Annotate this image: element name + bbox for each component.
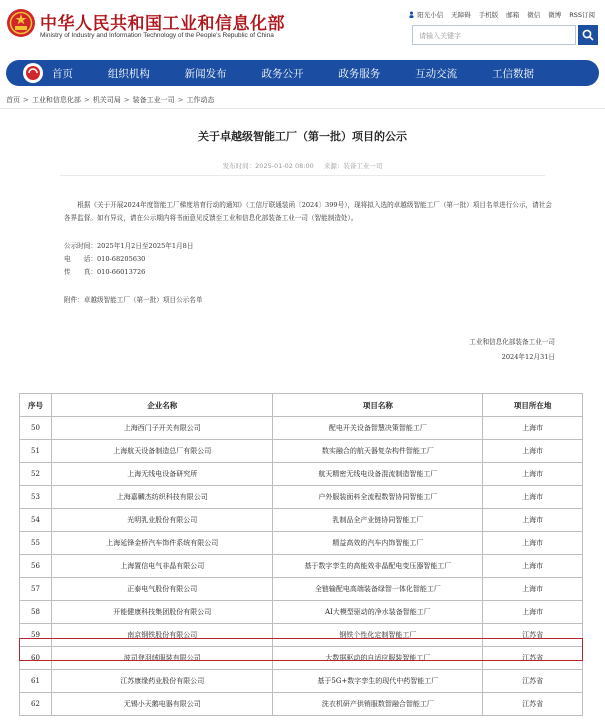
location-cell: 江苏省 <box>483 670 583 693</box>
attachment-link[interactable]: 附件：卓越级智能工厂（第一批）项目公示名单 <box>64 296 203 304</box>
search-button[interactable] <box>578 25 598 45</box>
company-name-cell: 上海航天设备制造总厂有限公司 <box>51 440 273 463</box>
signer: 工业和信息化部装备工业一司 <box>469 338 555 346</box>
row-number-cell: 52 <box>20 463 52 486</box>
company-name-cell: 上海西门子开关有限公司 <box>51 417 273 440</box>
company-name-cell: 光明乳业股份有限公司 <box>51 509 273 532</box>
breadcrumb-item[interactable]: 工作动态 <box>186 96 215 104</box>
top-links <box>404 10 599 19</box>
location-cell: 上海市 <box>483 440 583 463</box>
nav-organization[interactable]: 组织机构 <box>107 67 150 80</box>
project-name-cell: 配电开关设备智慧决策智能工厂 <box>273 417 483 440</box>
breadcrumb-separator: > <box>83 96 90 104</box>
breadcrumb-item[interactable]: 机关司局 <box>92 96 121 104</box>
row-number-cell: 56 <box>20 555 52 578</box>
table-row <box>20 463 583 486</box>
publicity-period: 公示时间：2025年1月2日至2025年1月8日 <box>64 242 194 250</box>
site-subtitle: Ministry of Industry and Information Technology of the People's Republic of China <box>40 32 274 39</box>
top-link-rss[interactable]: RSS订阅 <box>569 11 595 19</box>
project-table <box>19 393 583 716</box>
publish-date: 发布时间：2025-01-02 08:00 <box>222 162 314 170</box>
breadcrumb-item[interactable]: 装备工业一司 <box>132 96 175 104</box>
table-row <box>20 693 583 716</box>
article-meta <box>0 161 605 170</box>
top-link-accessibility[interactable]: 无障碍 <box>451 11 471 19</box>
breadcrumb-separator: > <box>23 96 29 104</box>
divider <box>0 108 605 109</box>
company-name-cell: 上海延锋金桥汽车饰件系统有限公司 <box>51 532 273 555</box>
main-nav <box>6 60 599 86</box>
nav-home[interactable]: 首页 <box>52 67 73 80</box>
row-number-cell: 59 <box>20 624 52 647</box>
breadcrumb-separator: > <box>123 96 130 104</box>
nav-interaction[interactable]: 互动交流 <box>415 67 458 80</box>
project-name-cell: 精益高效的汽车内饰智能工厂 <box>273 532 483 555</box>
company-name-cell: 上海置信电气非晶有限公司 <box>51 555 273 578</box>
company-name-cell: 波司登羽绒服装有限公司 <box>51 647 273 670</box>
table-row <box>20 624 583 647</box>
table-row <box>20 440 583 463</box>
location-cell: 上海市 <box>483 486 583 509</box>
location-cell: 上海市 <box>483 417 583 440</box>
article-source: 来源：装备工业一司 <box>323 162 383 170</box>
row-number-cell: 62 <box>20 693 52 716</box>
location-cell: 上海市 <box>483 509 583 532</box>
company-name-cell: 上海无线电设备研究所 <box>51 463 273 486</box>
location-cell: 上海市 <box>483 555 583 578</box>
table-row <box>20 578 583 601</box>
site-title[interactable]: 中华人民共和国工业和信息化部 <box>40 14 285 34</box>
national-emblem-icon[interactable] <box>6 8 36 38</box>
project-name-cell: 户外服装面料全流程数智协同智能工厂 <box>273 486 483 509</box>
nav-gov-affairs[interactable]: 政务公开 <box>261 67 304 80</box>
row-number-cell: 50 <box>20 417 52 440</box>
company-name-cell: 南京钢铁股份有限公司 <box>51 624 273 647</box>
location-cell: 江苏省 <box>483 647 583 670</box>
top-link-label: 阳光小信 <box>417 11 444 19</box>
nav-news[interactable]: 新闻发布 <box>184 67 227 80</box>
company-name-cell: 开能健康科技集团股份有限公司 <box>51 601 273 624</box>
article-title: 关于卓越级智能工厂（第一批）项目的公示 <box>198 130 407 143</box>
location-cell: 江苏省 <box>483 624 583 647</box>
table-row <box>20 647 583 670</box>
location-cell: 上海市 <box>483 578 583 601</box>
project-name-cell: 乳制品全产业链协同智能工厂 <box>273 509 483 532</box>
project-name-cell: 基于5G+数字孪生的现代中药智能工厂 <box>273 670 483 693</box>
person-icon <box>408 11 415 18</box>
location-cell: 上海市 <box>483 463 583 486</box>
article-paragraph: 根据《关于开展2024年度智能工厂梯度培育行动的通知》（工信厅联通装函〔2024〕399号），现将拟入选的卓越级智能工厂（第一批）项目名单进行公示，请社会各界监督。如有异议，请在公示期内将书面意见反馈至工业和信息化部装备工业一司（智能制造处）。 <box>64 201 552 222</box>
phone-number: 电 话：010-68205630 <box>64 255 146 263</box>
location-cell: 上海市 <box>483 601 583 624</box>
row-number-cell: 54 <box>20 509 52 532</box>
contact-info <box>64 240 193 279</box>
breadcrumb-separator: > <box>177 96 184 104</box>
column-header: 企业名称 <box>51 394 273 417</box>
row-number-cell: 51 <box>20 440 52 463</box>
row-number-cell: 57 <box>20 578 52 601</box>
column-header: 序号 <box>20 394 52 417</box>
divider <box>60 175 545 176</box>
column-header: 项目名称 <box>273 394 483 417</box>
project-name-cell: AI大模型驱动的净水装备智能工厂 <box>273 601 483 624</box>
breadcrumb-item[interactable]: 首页 <box>6 96 20 104</box>
table-header-row <box>20 394 583 417</box>
top-link-wechat[interactable]: 微信 <box>527 11 541 19</box>
company-name-cell: 正泰电气股份有限公司 <box>51 578 273 601</box>
row-number-cell: 55 <box>20 532 52 555</box>
sign-date: 2024年12月31日 <box>501 353 555 361</box>
company-name-cell: 上海嘉麟杰纺织科技有限公司 <box>51 486 273 509</box>
company-name-cell: 无锡小天鹅电器有限公司 <box>51 693 273 716</box>
location-cell: 上海市 <box>483 532 583 555</box>
top-link-mobile[interactable]: 手机版 <box>478 11 499 19</box>
table-row <box>20 670 583 693</box>
row-number-cell: 53 <box>20 486 52 509</box>
site-header <box>0 0 605 56</box>
nav-gov-services[interactable]: 政务服务 <box>338 67 381 80</box>
location-cell: 江苏省 <box>483 693 583 716</box>
project-name-cell: 钢铁个性化定制智能工厂 <box>273 624 483 647</box>
company-name-cell: 江苏康缘药业股份有限公司 <box>51 670 273 693</box>
search-icon <box>582 29 594 41</box>
search-input[interactable]: 请输入关键字 <box>412 25 576 45</box>
top-link-weibo[interactable]: 微博 <box>548 11 562 19</box>
table-row <box>20 486 583 509</box>
nav-data[interactable]: 工信数据 <box>491 67 534 80</box>
column-header: 项目所在地 <box>483 394 583 417</box>
project-name-cell: 全链输配电高端装备绿智一体化智能工厂 <box>273 578 483 601</box>
fax-number: 传 真：010-66013726 <box>64 268 146 276</box>
project-name-cell: 数实融合的航天器复杂构件智能工厂 <box>273 440 483 463</box>
table-row <box>20 509 583 532</box>
home-logo-icon[interactable] <box>22 62 44 84</box>
project-name-cell: 航天精密无线电设备混流制造智能工厂 <box>273 463 483 486</box>
project-name-cell: 大数据驱动的自适应服装智能工厂 <box>273 647 483 670</box>
table-row <box>20 555 583 578</box>
article-body <box>64 199 554 225</box>
signature-block <box>469 335 555 365</box>
table-row <box>20 417 583 440</box>
top-link-sunshine[interactable] <box>404 10 447 19</box>
table-row <box>20 601 583 624</box>
breadcrumb-item[interactable]: 工业和信息化部 <box>31 96 81 104</box>
row-number-cell: 58 <box>20 601 52 624</box>
top-link-email[interactable]: 邮箱 <box>506 11 520 19</box>
breadcrumb <box>6 95 215 105</box>
project-name-cell: 基于数字孪生的高能效非晶配电变压器智能工厂 <box>273 555 483 578</box>
project-name-cell: 洗衣机研产供销服数智融合智能工厂 <box>273 693 483 716</box>
row-number-cell: 61 <box>20 670 52 693</box>
table-row <box>20 532 583 555</box>
row-number-cell: 60 <box>20 647 52 670</box>
